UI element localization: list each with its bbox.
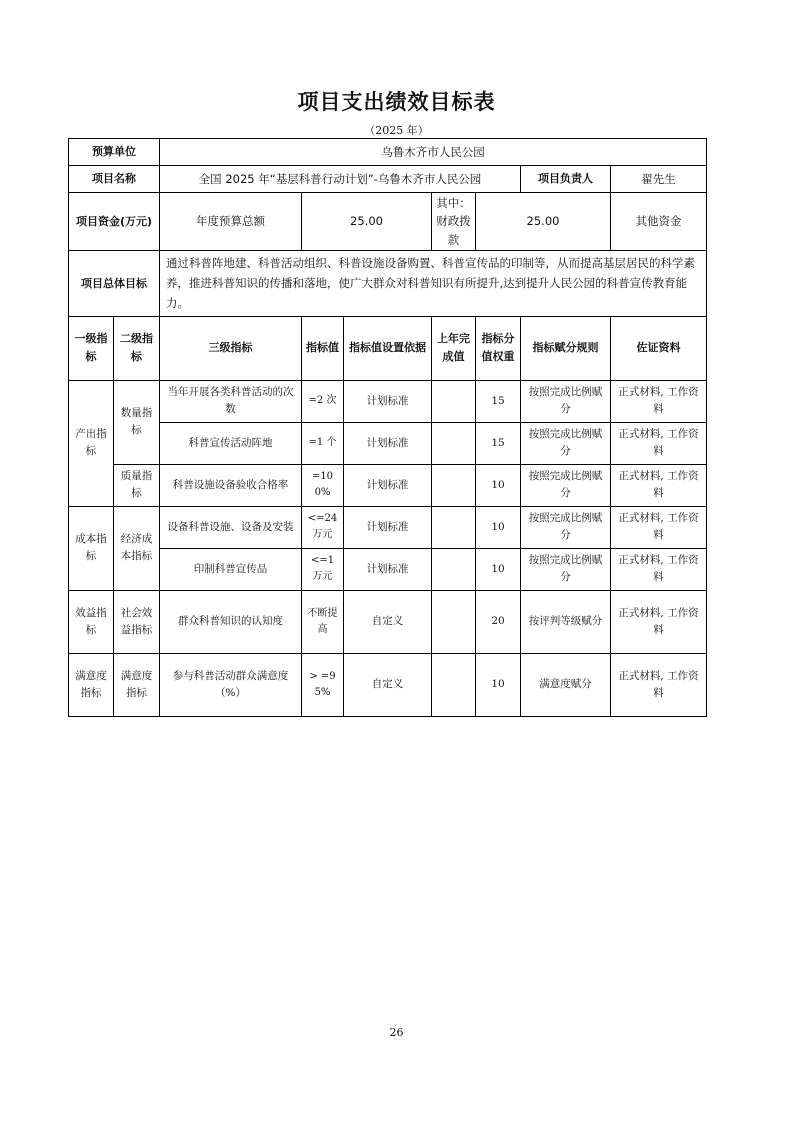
rule-cell: 按照完成比例赋分 — [521, 506, 611, 548]
group-quality: 质量指标 — [114, 464, 160, 506]
group-economic-cost: 经济成本指标 — [114, 506, 160, 590]
table-row — [69, 548, 707, 590]
weight-cell: 10 — [476, 506, 521, 548]
header-value: 指标值 — [302, 316, 344, 380]
value-cell: =2 次 — [302, 380, 344, 422]
rule-cell: 按评判等级赋分 — [521, 590, 611, 653]
group-satisfaction: 满意度指标 — [69, 653, 114, 716]
budget-unit-label: 预算单位 — [69, 139, 160, 166]
header-basis: 指标值设置依据 — [344, 316, 432, 380]
last-year-cell — [432, 464, 476, 506]
page-title: 项目支出绩效目标表 — [297, 90, 496, 114]
table-row — [69, 464, 707, 506]
evidence-cell: 正式材料, 工作资料 — [611, 653, 707, 716]
weight-cell: 10 — [476, 548, 521, 590]
page-number: 26 — [389, 1026, 404, 1039]
indicator-cell: 参与科普活动群众满意度（%） — [160, 653, 302, 716]
group-satisfaction-sub: 满意度指标 — [114, 653, 160, 716]
last-year-cell — [432, 653, 476, 716]
year-label: （2025 年） — [364, 124, 429, 137]
group-social-benefit: 社会效益指标 — [114, 590, 160, 653]
header-row — [69, 316, 707, 380]
indicator-cell: 科普宣传活动阵地 — [160, 422, 302, 464]
project-leader-label: 项目负责人 — [521, 166, 611, 193]
basis-cell: 计划标准 — [344, 506, 432, 548]
value-cell: <=24 万元 — [302, 506, 344, 548]
rule-cell: 按照完成比例赋分 — [521, 464, 611, 506]
value-cell: > =95% — [302, 653, 344, 716]
weight-cell: 20 — [476, 590, 521, 653]
basis-cell: 计划标准 — [344, 464, 432, 506]
evidence-cell: 正式材料, 工作资料 — [611, 548, 707, 590]
evidence-cell: 正式材料, 工作资料 — [611, 506, 707, 548]
basis-cell: 计划标准 — [344, 422, 432, 464]
weight-cell: 15 — [476, 422, 521, 464]
fiscal-funds-value: 25.00 — [476, 193, 611, 251]
evidence-cell: 正式材料, 工作资料 — [611, 590, 707, 653]
evidence-cell: 正式材料, 工作资料 — [611, 422, 707, 464]
rule-cell: 满意度赋分 — [521, 653, 611, 716]
header-evidence: 佐证资料 — [611, 316, 707, 380]
project-leader-value: 翟先生 — [611, 166, 707, 193]
value-cell: 不断提高 — [302, 590, 344, 653]
value-cell: <=1 万元 — [302, 548, 344, 590]
header-level2: 二级指标 — [114, 316, 160, 380]
last-year-cell — [432, 548, 476, 590]
value-cell: =100% — [302, 464, 344, 506]
performance-table — [68, 138, 707, 717]
weight-cell: 10 — [476, 653, 521, 716]
indicator-cell: 印制科普宣传品 — [160, 548, 302, 590]
rule-cell: 按照完成比例赋分 — [521, 380, 611, 422]
indicator-cell: 科普设施设备验收合格率 — [160, 464, 302, 506]
weight-cell: 15 — [476, 380, 521, 422]
project-funds-label: 项目资金(万元) — [69, 193, 160, 251]
group-output: 产出指标 — [69, 380, 114, 506]
last-year-cell — [432, 380, 476, 422]
basis-cell: 计划标准 — [344, 380, 432, 422]
project-name-value: 全国 2025 年“基层科普行动计划”-乌鲁木齐市人民公园 — [160, 166, 521, 193]
table-row — [69, 653, 707, 716]
indicator-cell: 群众科普知识的认知度 — [160, 590, 302, 653]
table-row — [69, 422, 707, 464]
project-funds-row — [69, 193, 707, 251]
budget-unit-row — [69, 139, 707, 166]
budget-unit-value: 乌鲁木齐市人民公园 — [160, 139, 707, 166]
header-level3: 三级指标 — [160, 316, 302, 380]
evidence-cell: 正式材料, 工作资料 — [611, 380, 707, 422]
group-benefit: 效益指标 — [69, 590, 114, 653]
overall-goal-label: 项目总体目标 — [69, 251, 160, 316]
other-funds-label: 其他资金 — [611, 193, 707, 251]
weight-cell: 10 — [476, 464, 521, 506]
header-rule: 指标赋分规则 — [521, 316, 611, 380]
annual-budget-label: 年度预算总额 — [160, 193, 302, 251]
table-row — [69, 380, 707, 422]
indicator-cell: 设备科普设施、设备及安装 — [160, 506, 302, 548]
rule-cell: 按照完成比例赋分 — [521, 422, 611, 464]
overall-goal-text: 通过科普阵地建、科普活动组织、科普设施设备购置、科普宣传品的印制等，从而提高基层居民的科学素养，推进科普知识的传播和落地，使广大群众对科普知识有所提升,达到提升人民公园的科普宣传教育能力。 — [160, 251, 707, 316]
evidence-cell: 正式材料, 工作资料 — [611, 464, 707, 506]
indicator-cell: 当年开展各类科普活动的次数 — [160, 380, 302, 422]
project-name-row — [69, 166, 707, 193]
basis-cell: 自定义 — [344, 653, 432, 716]
group-cost: 成本指标 — [69, 506, 114, 590]
value-cell: =1 个 — [302, 422, 344, 464]
rule-cell: 按照完成比例赋分 — [521, 548, 611, 590]
annual-budget-value: 25.00 — [302, 193, 432, 251]
basis-cell: 计划标准 — [344, 548, 432, 590]
basis-cell: 自定义 — [344, 590, 432, 653]
project-name-label: 项目名称 — [69, 166, 160, 193]
last-year-cell — [432, 590, 476, 653]
header-weight: 指标分值权重 — [476, 316, 521, 380]
group-quantity: 数量指标 — [114, 380, 160, 464]
overall-goal-row — [69, 251, 707, 316]
fiscal-funds-label: 其中：财政拨款 — [432, 193, 476, 251]
header-level1: 一级指标 — [69, 316, 114, 380]
table-row — [69, 590, 707, 653]
table-row — [69, 506, 707, 548]
last-year-cell — [432, 422, 476, 464]
header-last-year: 上年完成值 — [432, 316, 476, 380]
last-year-cell — [432, 506, 476, 548]
